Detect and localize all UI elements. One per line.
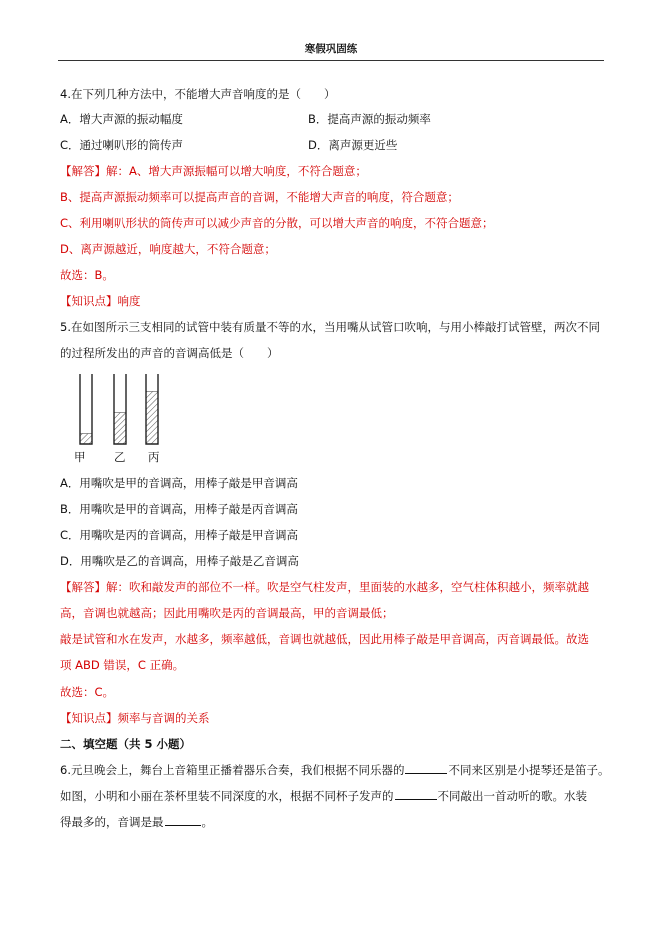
- q4-knowledge: 【知识点】响度: [60, 294, 141, 308]
- q5-answer-line: 项 ABD 错误，C 正确。: [60, 658, 185, 672]
- q6-text: 如图，小明和小丽在茶杯里装不同深度的水，根据不同杯子发声的: [60, 789, 394, 803]
- q5-option-b: B．用嘴吹是甲的音调高，用棒子敲是丙音调高: [60, 502, 298, 516]
- tube-water: [146, 392, 158, 445]
- section-title: 二、填空题（共 5 小题）: [60, 737, 192, 751]
- q6-line-2: [60, 788, 587, 804]
- q6-line-1: [60, 762, 609, 778]
- q5-option-d: D．用嘴吹是乙的音调高，用棒子敲是乙音调高: [60, 554, 299, 568]
- q4-option-b: B．提高声源的振动频率: [308, 112, 431, 126]
- q6-line-3: [60, 814, 213, 830]
- tube-label-jia: 甲: [74, 450, 86, 464]
- q5-option-c: C．用嘴吹是丙的音调高，用棒子敲是甲音调高: [60, 528, 299, 542]
- q4-choice: 故选：B。: [60, 268, 114, 282]
- test-tubes-figure: [70, 372, 180, 452]
- q5-stem-line: 5.在如图所示三支相同的试管中装有质量不等的水，当用嘴从试管口吹响，与用小棒敲打试管壁，两次不同: [60, 320, 600, 334]
- q6-blank-1[interactable]: [405, 762, 447, 774]
- q6-blank-3[interactable]: [165, 814, 201, 826]
- tube-label-yi: 乙: [114, 450, 126, 464]
- tube-water: [114, 413, 126, 445]
- q4-stem: 4.在下列几种方法中，不能增大声音响度的是（ ）: [60, 87, 336, 101]
- q5-option-a: A．用嘴吹是甲的音调高，用棒子敲是甲音调高: [60, 476, 298, 490]
- q6-text: 得最多的，音调是最: [60, 815, 164, 829]
- q4-answer-line: B、提高声源振动频率可以提高声音的音调，不能增大声音的响度，符合题意；: [60, 190, 459, 204]
- q4-answer-line: 【解答】解：A、增大声源振幅可以增大响度，不符合题意；: [60, 164, 367, 178]
- q6-text: 不同敲出一首动听的歌。水装: [437, 789, 587, 803]
- q5-answer-line: 敲是试管和水在发声，水越多，频率越低，音调也就越低，因此用棒子敲是甲音调高，丙音调最低。故选: [60, 632, 589, 646]
- q6-text: 。: [201, 815, 213, 829]
- q4-option-d: D．离声源更近些: [308, 138, 398, 152]
- q4-answer-line: D、离声源越近，响度越大，不符合题意；: [60, 242, 276, 256]
- header-title: 寒假巩固练: [304, 43, 358, 55]
- q6-text: 不同来区别是小提琴还是笛子。: [448, 763, 610, 777]
- page-header: [58, 38, 604, 61]
- q4-answer-line: C、利用喇叭形状的筒传声可以减少声音的分散，可以增大声音的响度，不符合题意；: [60, 216, 494, 230]
- q5-answer-line: 高，音调也就越高；因此用嘴吹是丙的音调最高，甲的音调最低；: [60, 606, 394, 620]
- q4-option-c: C．通过喇叭形的筒传声: [60, 138, 184, 152]
- q6-blank-2[interactable]: [395, 788, 437, 800]
- tube-water: [80, 434, 92, 445]
- q4-option-a: A．增大声源的振动幅度: [60, 112, 183, 126]
- q5-choice: 故选：C。: [60, 685, 115, 699]
- q5-knowledge: 【知识点】频率与音调的关系: [60, 711, 210, 725]
- q6-text: 6.元旦晚会上，舞台上音箱里正播着器乐合奏，我们根据不同乐器的: [60, 763, 405, 777]
- tube-label-bing: 丙: [148, 450, 160, 464]
- q5-stem-line: 的过程所发出的声音的音调高低是（ ）: [60, 346, 279, 360]
- q5-answer-line: 【解答】解：吹和敲发声的部位不一样。吹是空气柱发声，里面装的水越多，空气柱体积越小，频率就越: [60, 580, 589, 594]
